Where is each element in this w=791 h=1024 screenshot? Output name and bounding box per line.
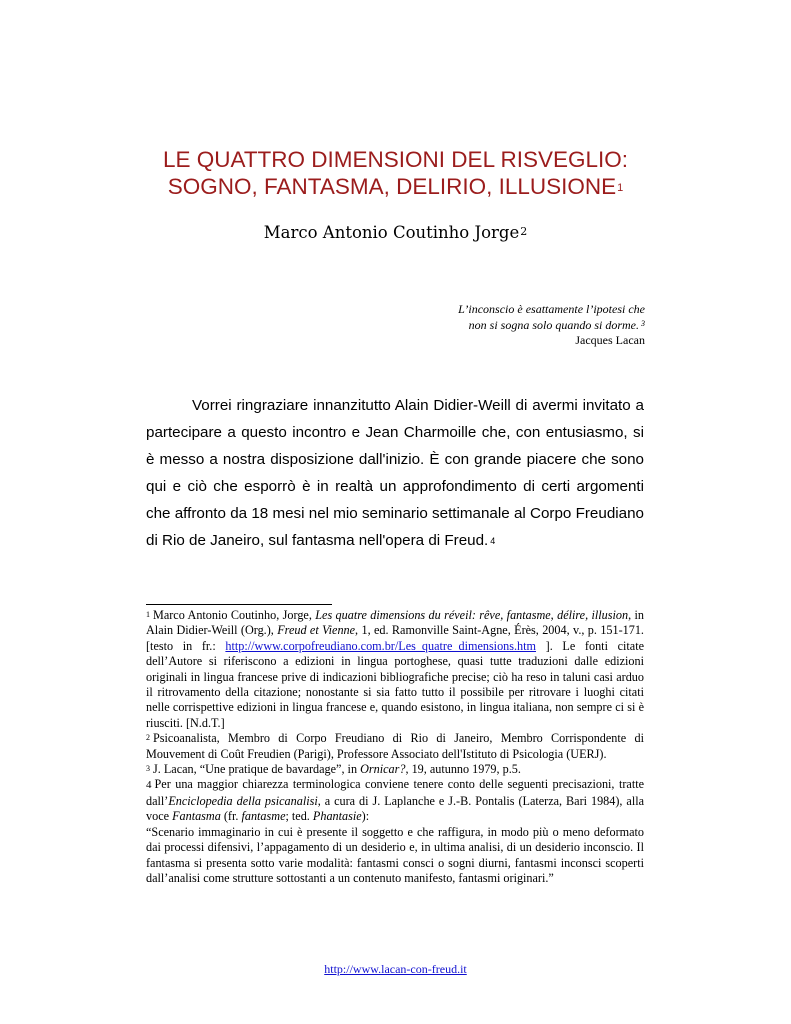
footnote-3 bbox=[146, 762, 644, 777]
footnote-3-text: J. Lacan, “Une pratique de bavardage”, in bbox=[153, 762, 361, 777]
footnote-4-term: Fantasma bbox=[172, 809, 221, 824]
footnote-4-text-4: ; ted. bbox=[285, 809, 313, 824]
author-line bbox=[120, 222, 671, 244]
title-line-2-text: SOGNO, FANTASMA, DELIRIO, ILLUSIONE bbox=[167, 174, 617, 199]
footnote-2 bbox=[146, 731, 644, 762]
body-footnote-ref[interactable]: 4 bbox=[490, 536, 496, 546]
body-paragraph-text: Vorrei ringraziare innanzitutto Alain Didier-Weill di avermi invitato a partecipare a questo incontro e Jean Charmoille che, con entusiasmo, si è messo a nostra disposizione dall'inizio. È con grande piacere che sono qui e ciò che esporrò è in realtà un approfondimento di certi argomenti che affronto da 18 mesi nel mio seminario settimanale al Corpo Freudiano di Rio de Janeiro, sul fantasma nell'opera di Freud. bbox=[146, 397, 644, 549]
footnote-4-encyclopedia: Enciclopedia della psicanalisi bbox=[168, 793, 318, 808]
title-footnote-ref[interactable]: 1 bbox=[617, 182, 624, 194]
footnote-1-book-title: Les quatre dimensions du réveil: rêve, fantasme, délire, illusion bbox=[315, 608, 629, 622]
author-name: Marco Antonio Coutinho Jorge bbox=[263, 223, 520, 242]
footnote-1-volume-title: Freud et Vienne bbox=[277, 623, 356, 638]
footnote-4 bbox=[146, 777, 644, 824]
body-paragraph bbox=[146, 392, 644, 554]
footnotes bbox=[146, 608, 644, 886]
epigraph-footnote-ref[interactable]: 3 bbox=[641, 318, 645, 328]
footnote-1-number: 1 bbox=[146, 610, 150, 619]
epigraph-line-2-wrap bbox=[458, 318, 645, 334]
footnote-2-number: 2 bbox=[146, 733, 150, 743]
epigraph-line-1: L’inconscio è esattamente l’ipotesi che bbox=[458, 302, 645, 316]
footnote-4-text-2: , a cura di J. Laplanche e J.-B. Pontalis (Laterza, Bari 1984), alla voce bbox=[146, 793, 645, 824]
footnote-4-text-3: (fr. bbox=[220, 809, 242, 824]
page-footer bbox=[0, 962, 791, 977]
footnote-4-number: 4 bbox=[146, 779, 152, 792]
footnote-1 bbox=[146, 608, 644, 731]
epigraph bbox=[458, 302, 645, 349]
footnote-1-text-4: ]. Le fonti citate dell’Autore si riferiscono a edizioni in lingua portoghese, quasi tutte traduzioni dalle edizioni originali in lingua francese prive di indicazioni bibliografiche precise; ciò ha reso in taluni casi arduo il ritrovamento della citazione; nonostante si sia fatto tutto il possibile per ritrovare i luoghi citati nelle corrispettive edizioni in lingua francese e, quando esistono, in lingua italiana, non sempre ci si è riusciti. [N.d.T.] bbox=[146, 638, 644, 730]
footnote-1-text-2: , in Alain Didier-Weill (Org.), bbox=[146, 608, 645, 638]
footnote-1-text: Marco Antonio Coutinho, Jorge, bbox=[153, 608, 316, 622]
footnote-3-text-2: , 19, autunno 1979, p.5. bbox=[405, 762, 521, 777]
footnote-separator bbox=[146, 604, 332, 605]
title-line-1: LE QUATTRO DIMENSIONI DEL RISVEGLIO: bbox=[162, 147, 629, 172]
footnote-4-text: Per una maggior chiarezza terminologica conviene tenere conto delle seguenti precisazioni, tratte dall’ bbox=[146, 777, 644, 808]
footnote-4-term-de: Phantasie bbox=[312, 809, 362, 824]
author-footnote-ref[interactable]: 2 bbox=[520, 225, 528, 238]
footer-link[interactable]: http://www.lacan-con-freud.it bbox=[324, 962, 467, 976]
epigraph-attribution: Jacques Lacan bbox=[575, 333, 645, 347]
document-title bbox=[120, 146, 671, 200]
footnote-2-text: Psicoanalista, Membro di Corpo Freudiano di Rio di Janeiro, Membro Corrispondente di Mouvement di Coût Freudien (Parigi), Professore Associato dell'Istituto di Psicologia (UERJ). bbox=[146, 731, 644, 761]
footnote-4-text-5: ): bbox=[361, 809, 370, 824]
epigraph-line-2: non si sogna solo quando si dorme. bbox=[468, 317, 639, 332]
footnote-1-text-3: , 1, ed. Ramonville Saint-Agne, Érès, 2004, v., p. 151-171. [testo in fr.: bbox=[146, 623, 644, 653]
footnote-3-journal: Ornicar? bbox=[360, 762, 406, 777]
title-line-2 bbox=[120, 173, 671, 200]
footnote-4-term-fr: fantasme bbox=[241, 809, 286, 824]
footnote-4-quote: “Scenario immaginario in cui è presente il soggetto e che raffigura, in modo più o meno deformato dai processi difensivi, l’appagamento di un desiderio e, in ultima analisi, di un desiderio inconscio. Il fantasma si presenta sotto varie modalità: fantasmi consci o sogni diurni, fantasmi inconsci scoperti dall’analisi come strutture sottostanti a un contenuto manifesto, fantasmi originari.” bbox=[146, 824, 644, 885]
footnote-1-link[interactable]: http://www.corpofreudiano.com.br/Les_quatre_dimensions.htm bbox=[225, 638, 537, 653]
footnote-3-number: 3 bbox=[146, 764, 150, 774]
